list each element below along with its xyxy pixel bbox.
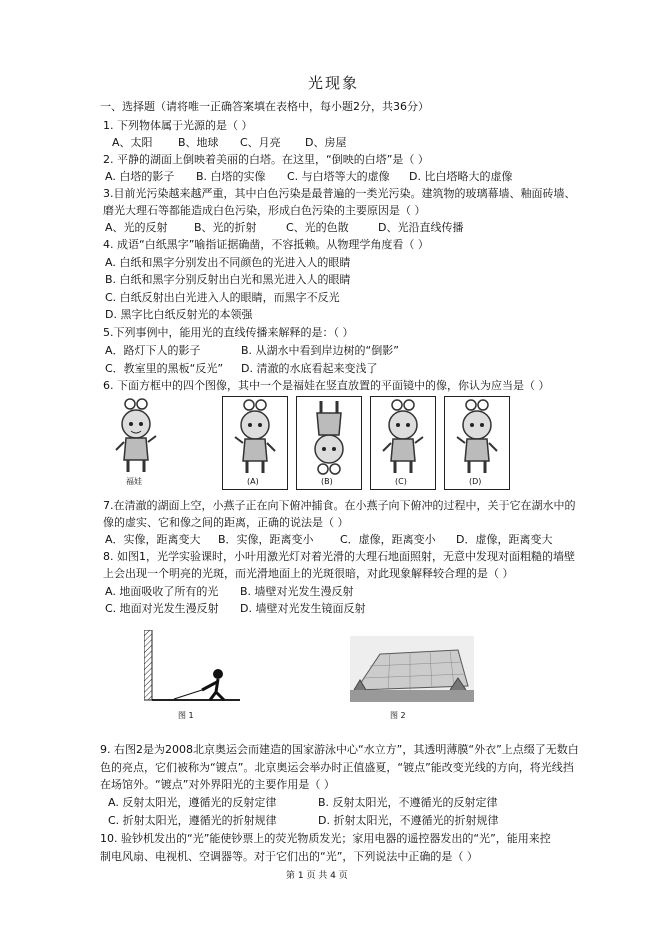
question-5: 5.下列事例中，能用光的直线传播来解释的是：（ ）	[103, 326, 354, 339]
q8-option-d: D. 墙壁对光发生镜面反射	[240, 602, 366, 615]
q2-option-c: C. 与白塔等大的虚像	[287, 170, 390, 183]
question-2: 2. 平静的湖面上倒映着美丽的白塔。在这里，“倒映的白塔”是（ ）	[103, 153, 429, 166]
question-9-line-3: 在场馆外。“镀点”对外界阳光的主要作用是（ ）	[100, 778, 335, 791]
q5-option-d: D. 清澈的水底看起来变浅了	[241, 362, 378, 375]
q3-option-a: A、光的反射	[105, 221, 168, 234]
q1-option-c: C、月亮	[240, 136, 281, 149]
q4-option-b: B. 白纸和黑字分别反射出白光和黑光进入人的眼睛	[105, 273, 351, 286]
q5-option-b: B. 从湖水中看到岸边树的“倒影”	[241, 344, 399, 357]
question-6: 6. 下面方框中的四个图像，其中一个是福娃在竖直放置的平面镜中的像，你认为应当是（ ）	[103, 379, 550, 392]
q1-option-d: D、房屋	[305, 136, 347, 149]
laser-experiment-icon	[144, 630, 244, 705]
fuwa-doll-icon	[112, 396, 160, 476]
question-9-line-1: 9. 右图2是为2008北京奥运会而建造的国家游泳中心“水立方”，其透明薄膜“外衣”上点缀了无数白	[100, 743, 579, 756]
fuwa-label: 福娃	[126, 477, 142, 486]
q1-option-a: A、太阳	[112, 136, 153, 149]
q3-option-d: D、光沿直线传播	[378, 221, 464, 234]
q7-option-a: A．实像，距离变大	[105, 533, 201, 546]
q7-option-d: D．虚像，距离变大	[456, 533, 553, 546]
water-cube-building-icon	[350, 636, 474, 702]
section-heading: 一、选择题（请将唯一正确答案填在表格中，每小题2分，共36分）	[100, 100, 429, 113]
page-footer: 第 1 页 共 4 页	[286, 871, 348, 881]
q4-option-d: D. 黑字比白纸反射光的本领强	[105, 308, 253, 321]
question-7-line-1: 7.在清澈的湖面上空，小燕子正在向下俯冲捕食。在小燕子向下俯冲的过程中，关于它在湖水中的	[103, 499, 576, 512]
q9-option-d: D. 折射太阳光，不遵循光的折射规律	[318, 814, 499, 827]
q8-option-b: B. 墙壁对光发生漫反射	[240, 585, 354, 598]
q3-option-b: B、光的折射	[194, 221, 257, 234]
question-7-line-2: 像的虚实、它和像之间的距离，正确的说法是（ ）	[103, 516, 349, 529]
q7-option-c: C．虚像，距离变小	[340, 533, 436, 546]
q9-option-a: A. 反射太阳光，遵循光的反射定律	[108, 796, 277, 809]
question-4: 4. 成语“白纸黑字”喻指证据确凿，不容抵赖。从物理学角度看（ ）	[103, 238, 429, 251]
q9-option-c: C. 折射太阳光，遵循光的折射规律	[108, 814, 277, 827]
figure-2-water-cube-photo	[350, 636, 474, 702]
fuwa-image-c-icon	[371, 397, 435, 477]
q1-option-b: B、地球	[178, 136, 219, 149]
figure-1-laser-illustration	[144, 630, 244, 705]
figure-2-caption: 图 2	[390, 711, 406, 720]
mirror-choice-box-a	[222, 396, 288, 490]
q8-option-c: C. 地面对光发生漫反射	[105, 602, 219, 615]
choice-c-label: (C)	[395, 477, 407, 486]
question-1: 1. 下列物体属于光源的是（ ）	[103, 119, 253, 132]
question-3-line-2: 磨光大理石等都能造成白色污染，形成白色污染的主要原因是（ ）	[103, 204, 426, 217]
question-10-line-1: 10. 验钞机发出的“光”能使钞票上的荧光物质发光；家用电器的遥控器发出的“光”，能用来控	[100, 832, 551, 845]
q5-option-a: A．路灯下人的影子	[105, 344, 201, 357]
page-title: 光现象	[308, 74, 360, 92]
q7-option-b: B．实像，距离变小	[218, 533, 314, 546]
question-10-line-2: 制电风扇、电视机、空调器等。对于它们出的“光”，下列说法中正确的是（ ）	[100, 850, 478, 863]
choice-a-label: (A)	[247, 477, 259, 486]
fuwa-image-d-icon	[445, 397, 509, 477]
fuwa-image-b-icon	[297, 397, 361, 477]
q2-option-a: A. 白塔的影子	[105, 170, 175, 183]
q3-option-c: C、光的色散	[286, 221, 349, 234]
fuwa-image-a-icon	[223, 397, 287, 477]
mirror-choice-box-c	[370, 396, 436, 490]
question-9-line-2: 色的亮点，它们被称为“镀点”。北京奥运会举办时正值盛夏，“镀点”能改变光线的方向，将光线挡	[100, 761, 574, 774]
q2-option-b: B. 白塔的实像	[196, 170, 266, 183]
mirror-choice-box-b	[296, 396, 362, 490]
question-8-line-2: 上会出现一个明亮的光斑，而光滑地面上的光斑很暗，对此现象解释较合理的是（ ）	[103, 567, 514, 580]
choice-d-label: (D)	[469, 477, 482, 486]
figure-1-caption: 图 1	[178, 711, 194, 720]
choice-b-label: (B)	[321, 477, 333, 486]
q9-option-b: B. 反射太阳光，不遵循光的反射定律	[318, 796, 498, 809]
question-8-line-1: 8. 如图1，光学实验课时，小叶用激光灯对着光滑的大理石地面照射，无意中发现对面粗糙的墙壁	[103, 550, 575, 563]
q4-option-c: C. 白纸反射出白光进入人的眼睛，而黑字不反光	[105, 291, 340, 304]
q4-option-a: A. 白纸和黑字分别发出不同颜色的光进入人的眼睛	[105, 256, 351, 269]
q5-option-c: C．教室里的黑板“反光”	[105, 362, 224, 375]
q8-option-a: A. 地面吸收了所有的光	[105, 585, 219, 598]
q2-option-d: D. 比白塔略大的虚像	[409, 170, 513, 183]
mirror-choice-box-d	[444, 396, 510, 490]
fuwa-original-figure	[112, 396, 160, 488]
question-3-line-1: 3.目前光污染越来越严重，其中白色污染是最普遍的一类光污染。建筑物的玻璃幕墙、釉面砖墙、	[103, 187, 576, 200]
